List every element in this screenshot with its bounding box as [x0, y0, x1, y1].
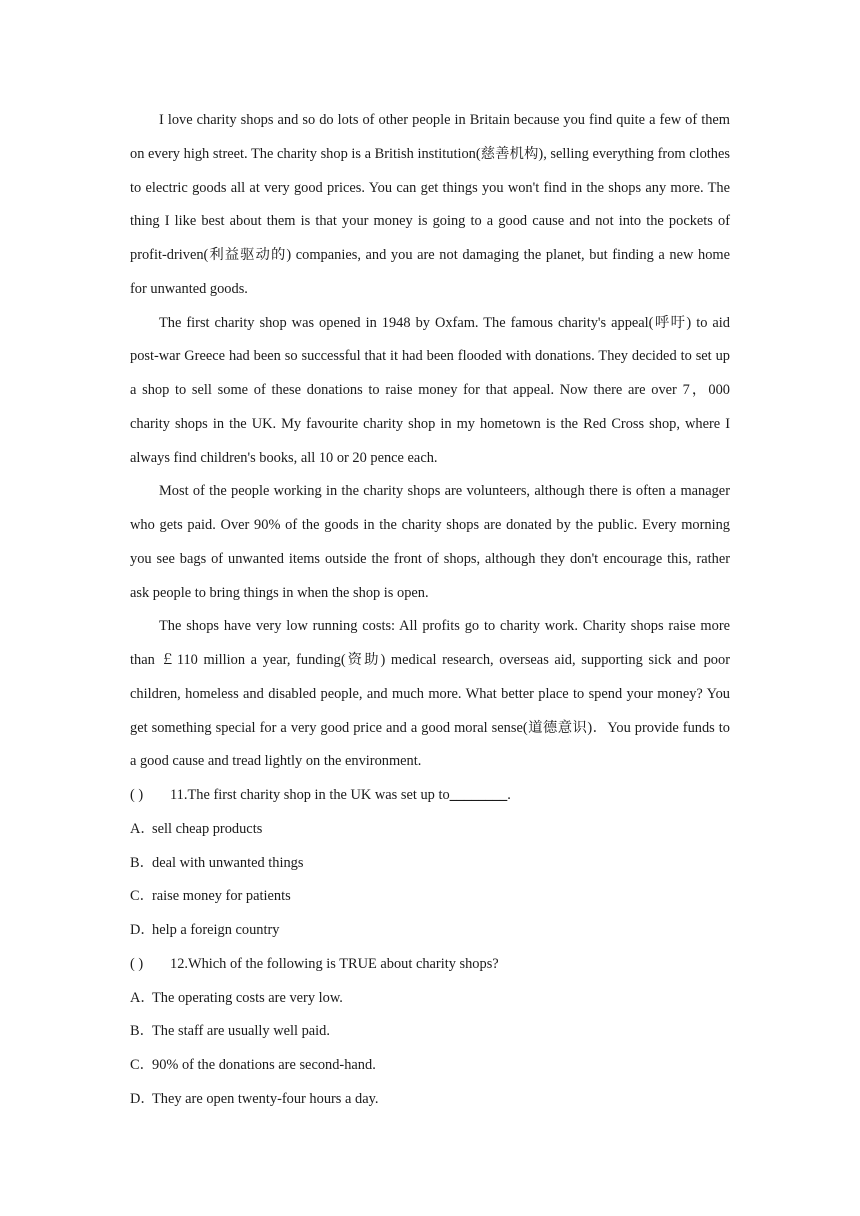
option-a — [130, 813, 730, 847]
option-b — [130, 847, 730, 881]
option-text: They are open twenty-four hours a day. — [152, 1090, 379, 1107]
option-b — [130, 1015, 730, 1049]
document-page — [130, 104, 730, 1117]
option-letter: A． — [130, 820, 155, 837]
question-number: 11. — [170, 787, 188, 803]
option-text: help a foreign country — [152, 922, 280, 938]
option-text: deal with unwanted things — [152, 854, 304, 871]
option-letter: B． — [130, 854, 154, 871]
question-text: Which of the following is TRUE about charity shops? — [188, 955, 499, 972]
reading-passage — [130, 104, 730, 779]
answer-bracket: ( ) — [130, 787, 144, 803]
option-text: The operating costs are very low. — [152, 989, 343, 1006]
passage-paragraph-4: The shops have very low running costs: All profits go to charity work. Charity shops raise more than ￡110 million a year, funding(资助) medical research, overseas aid, supporting sick and poor children, homeless and disabled people, and much more. What better place to spend your money? You get something special for a very good price and a good moral sense(道德意识)．You provide funds to a good cause and tread lightly on the environment. — [130, 618, 730, 770]
passage-paragraph-1: I love charity shops and so do lots of other people in Britain because you find quite a few of them on every high street. The charity shop is a British institution(慈善机构), selling everything from clothes to electric goods all at very good prices. You can get things you won't find in the shops any more. The thing I like best about them is that your money is going to a good cause and not into the pockets of profit-driven(利益驱动的) companies, and you are not damaging the planet, but finding a new home for unwanted goods. — [130, 112, 730, 297]
question-stem — [130, 779, 730, 813]
question-12 — [130, 948, 730, 1117]
option-letter: D． — [130, 922, 155, 938]
option-text: The staff are usually well paid. — [152, 1023, 330, 1040]
passage-paragraph-3: Most of the people working in the charity shops are volunteers, although there is often a manager who gets paid. Over 90% of the goods in the charity shops are donated by the public. Every morning you see bags of unwanted items outside the front of shops, although they don't encourage this, rather ask people to bring things in when the shop is open. — [130, 483, 730, 601]
option-d — [130, 1083, 730, 1117]
option-d — [130, 914, 730, 948]
option-letter: C． — [130, 1057, 154, 1073]
option-c — [130, 1049, 730, 1083]
option-a — [130, 982, 730, 1016]
option-letter: A． — [130, 989, 155, 1006]
option-letter: B． — [130, 1023, 154, 1040]
question-number: 12. — [170, 955, 188, 972]
question-stem — [130, 948, 730, 982]
passage-paragraph-2: The first charity shop was opened in 1948 by Oxfam. The famous charity's appeal(呼吁) to aid post-war Greece had been so successful that it had been flooded with donations. They decided to set up a shop to sell some of these donations to raise money for that appeal. Now there are over 7，000 charity shops in the UK. My favourite charity shop in my hometown is the Red Cross shop, where I always find children's books, all 10 or 20 pence each. — [130, 314, 730, 466]
question-11 — [130, 779, 730, 948]
option-letter: C． — [130, 888, 154, 905]
option-text: raise money for patients — [152, 888, 291, 905]
option-c — [130, 880, 730, 914]
option-text: sell cheap products — [152, 820, 263, 837]
option-text: 90% of the donations are second-hand. — [152, 1057, 376, 1073]
option-letter: D． — [130, 1090, 155, 1107]
question-end: . — [507, 787, 511, 803]
question-text: The first charity shop in the UK was set up to — [187, 787, 450, 803]
answer-blank: ________ — [449, 787, 508, 803]
answer-bracket: ( ) — [130, 955, 144, 972]
